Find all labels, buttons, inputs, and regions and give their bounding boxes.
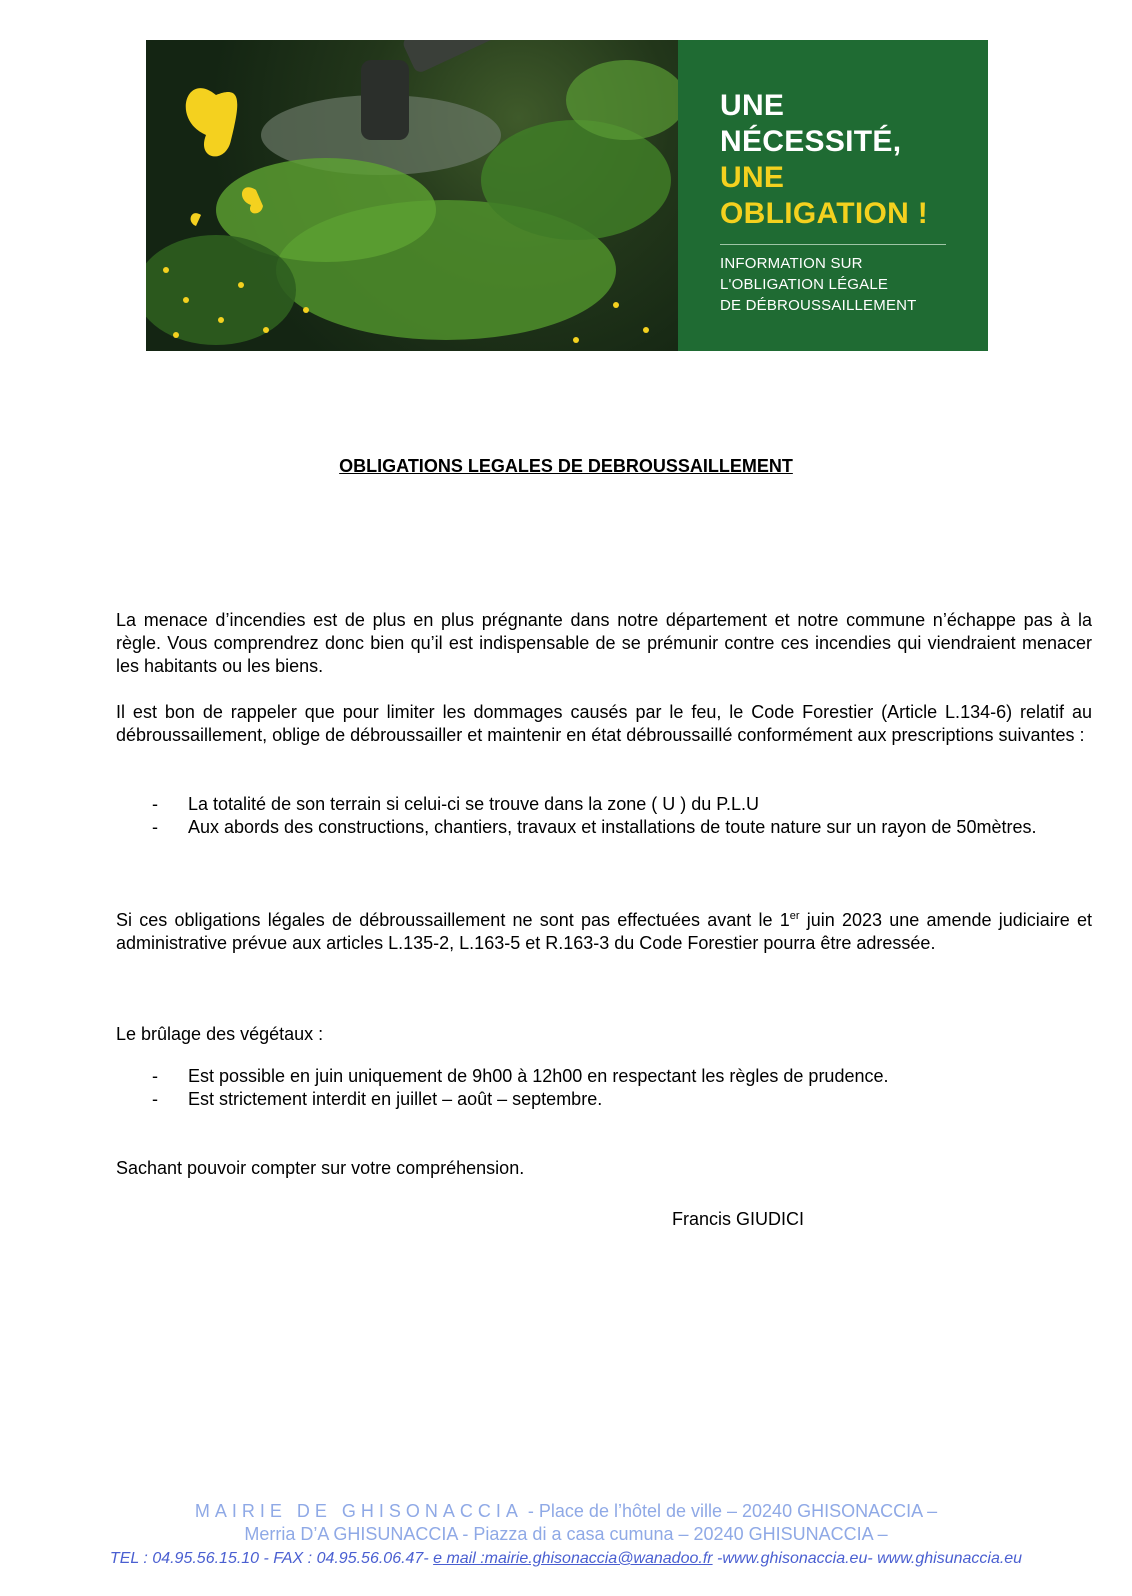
banner-divider: [720, 244, 946, 245]
footer-address-fr: [0, 1500, 1132, 1523]
footer-contact: [0, 1547, 1132, 1570]
footer-address-text: - Place de l’hôtel de ville – 20240 GHISONACCIA –: [522, 1501, 938, 1521]
headline-line-1: UNE: [720, 89, 785, 122]
paragraph-burning: Le brûlage des végétaux :: [116, 1024, 324, 1044]
penalty-text-end: juin 2023 une amende judiciaire et administrative prévue aux articles L.135-2, L.163-5 et R.163-3 du Code Forestier pourra être adressée.: [116, 910, 1092, 953]
vegetation-illustration: [146, 40, 678, 351]
document-title: OBLIGATIONS LEGALES DE DEBROUSSAILLEMENT: [339, 456, 793, 476]
footer-phone-fax: TEL : 04.95.56.15.10 - FAX : 04.95.56.06.47-: [109, 1550, 434, 1567]
list-item: [116, 816, 1092, 839]
list-item-text: Est possible en juin uniquement de 9h00 à 12h00 en respectant les règles de prudence.: [188, 1066, 889, 1086]
subtitle-line-3: DE DÉBROUSSAILLEMENT: [720, 297, 917, 314]
footer-mairie-name: MAIRIE DE GHISONACCIA: [194, 1501, 523, 1521]
footer-email-link[interactable]: e mail :mairie.ghisonaccia@wanadoo.fr: [433, 1550, 713, 1567]
headline-line-2: NÉCESSITÉ,: [720, 125, 902, 158]
signature-name: Francis GIUDICI: [672, 1209, 805, 1229]
list-item-text: La totalité de son terrain si celui-ci se trouve dans la zone ( U ) du P.L.U: [188, 794, 759, 814]
list-item: [116, 1088, 1092, 1111]
paragraph-code-forestier: Il est bon de rappeler que pour limiter les dommages causés par le feu, le Code Forestier (Article L.134-6) relatif au débroussaillement, oblige de débroussailler et maintenir en état débroussaillé conformément aux prescriptions suivantes :: [116, 702, 1092, 745]
header-banner: [146, 40, 988, 351]
banner-headline: [720, 88, 988, 232]
headline-line-3: UNE: [720, 161, 785, 194]
subtitle-line-1: INFORMATION SUR: [720, 255, 863, 272]
subtitle-line-2: L'OBLIGATION LÉGALE: [720, 276, 889, 293]
list-item: [116, 793, 1092, 816]
paragraph-intro: La menace d’incendies est de plus en plus prégnante dans notre département et notre commune n’échappe pas à la règle. Vous comprendrez donc bien qu’il est indispensable de se prémunir contre ces incendies qui viendraient menacer les habitants ou les biens.: [116, 610, 1092, 676]
footer-websites[interactable]: -www.ghisonaccia.eu- www.ghisunaccia.eu: [712, 1550, 1023, 1567]
bullet-dash: -: [152, 794, 158, 814]
banner-text-panel: [678, 40, 988, 351]
footer-address-co: Merria D’A GHISUNACCIA - Piazza di a casa cumuna – 20240 GHISUNACCIA –: [244, 1524, 888, 1544]
bullet-dash: -: [152, 1089, 158, 1109]
bullet-dash: -: [152, 817, 158, 837]
bullet-dash: -: [152, 1066, 158, 1086]
prescriptions-list: [116, 793, 1092, 839]
penalty-text-start: Si ces obligations légales de débroussaillement ne sont pas effectuées avant le 1: [116, 910, 790, 930]
ordinal-superscript: er: [789, 910, 800, 922]
paragraph-penalty: [116, 909, 1092, 955]
burning-rules-list: [116, 1065, 1092, 1111]
list-item-text: Aux abords des constructions, chantiers, travaux et installations de toute nature sur un rayon de 50mètres.: [188, 817, 1037, 837]
list-item-text: Est strictement interdit en juillet – août – septembre.: [188, 1089, 603, 1109]
banner-subtitle: [720, 253, 988, 316]
headline-line-4: OBLIGATION !: [720, 197, 929, 230]
brushcutter-photo: [146, 40, 678, 351]
paragraph-closing: Sachant pouvoir compter sur votre compréhension.: [116, 1158, 525, 1178]
list-item: [116, 1065, 1092, 1088]
